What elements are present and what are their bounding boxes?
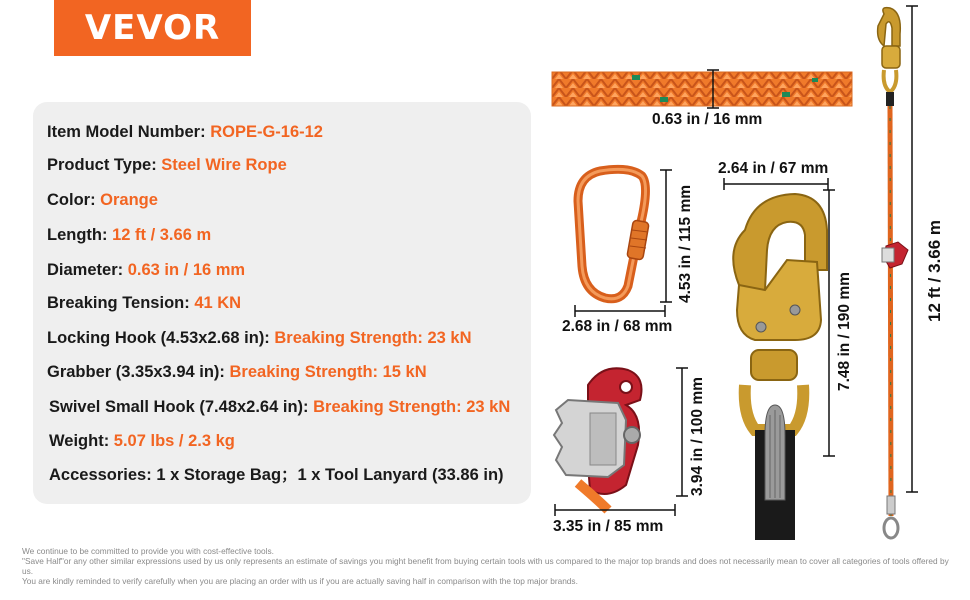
spec-locking-hook: Locking Hook (4.53x2.68 in): Breaking Strength: 23 kN [47,329,472,347]
spec-color: Color: Orange [47,191,158,209]
rope-diameter-label: 0.63 in / 16 mm [652,111,763,128]
spec-breaking-tension: Breaking Tension: 41 KN [47,294,242,312]
spec-accessories: Accessories: 1 x Storage Bag；1 x Tool Lanyard (33.86 in) [49,466,504,484]
spec-diameter: Diameter: 0.63 in / 16 mm [47,261,246,279]
snap-hook-width-label: 2.64 in / 67 mm [718,160,829,177]
logo-text: VEVOR [84,8,221,48]
carabiner-height-line [660,170,672,302]
spec-product-type: Product Type: Steel Wire Rope [47,156,287,174]
grabber-image [548,365,678,510]
spec-swivel-hook: Swivel Small Hook (7.48x2.64 in): Breaking Strength: 23 kN [49,398,511,416]
spec-weight: Weight: 5.07 lbs / 2.3 kg [49,432,235,450]
spec-grabber: Grabber (3.35x3.94 in): Breaking Strength: 15 kN [47,363,427,381]
snap-hook-height-label: 7.48 in / 190 mm [836,272,853,391]
lanyard-length-label: 12 ft / 3.66 m [925,219,944,322]
carabiner-width-line [575,305,665,317]
spec-length: Length: 12 ft / 3.66 m [47,226,212,244]
footer-line-2: "Save Half"or any other similar expressions used by us only represents an estimate of savings you might benefit from buying certain tools with us compared to the major top brands and does not necessarily mean to cover all categories of tools offered by us. [22,556,949,576]
snap-hook-width-line [724,178,828,190]
carabiner-image [570,166,660,306]
grabber-height-label: 3.94 in / 100 mm [689,377,706,496]
grabber-height-line [676,368,688,496]
snap-hook-image [725,190,835,540]
rope-image [552,70,852,108]
footer-line-1: We continue to be committed to provide you with cost-effective tools. [22,546,274,556]
carabiner-width-label: 2.68 in / 68 mm [562,318,673,335]
footer-line-3: You are kindly reminded to verify carefully when you are placing an order with us if you are actually saving half in comparison with the top major brands. [22,576,578,586]
spec-model-number: Item Model Number: ROPE-G-16-12 [47,123,323,141]
carabiner-height-label: 4.53 in / 115 mm [677,184,694,303]
snap-hook-height-line [823,190,835,456]
grabber-width-line [555,504,675,516]
lanyard-length-line [906,6,918,492]
vevor-logo [54,0,251,56]
grabber-width-label: 3.35 in / 85 mm [553,518,664,535]
